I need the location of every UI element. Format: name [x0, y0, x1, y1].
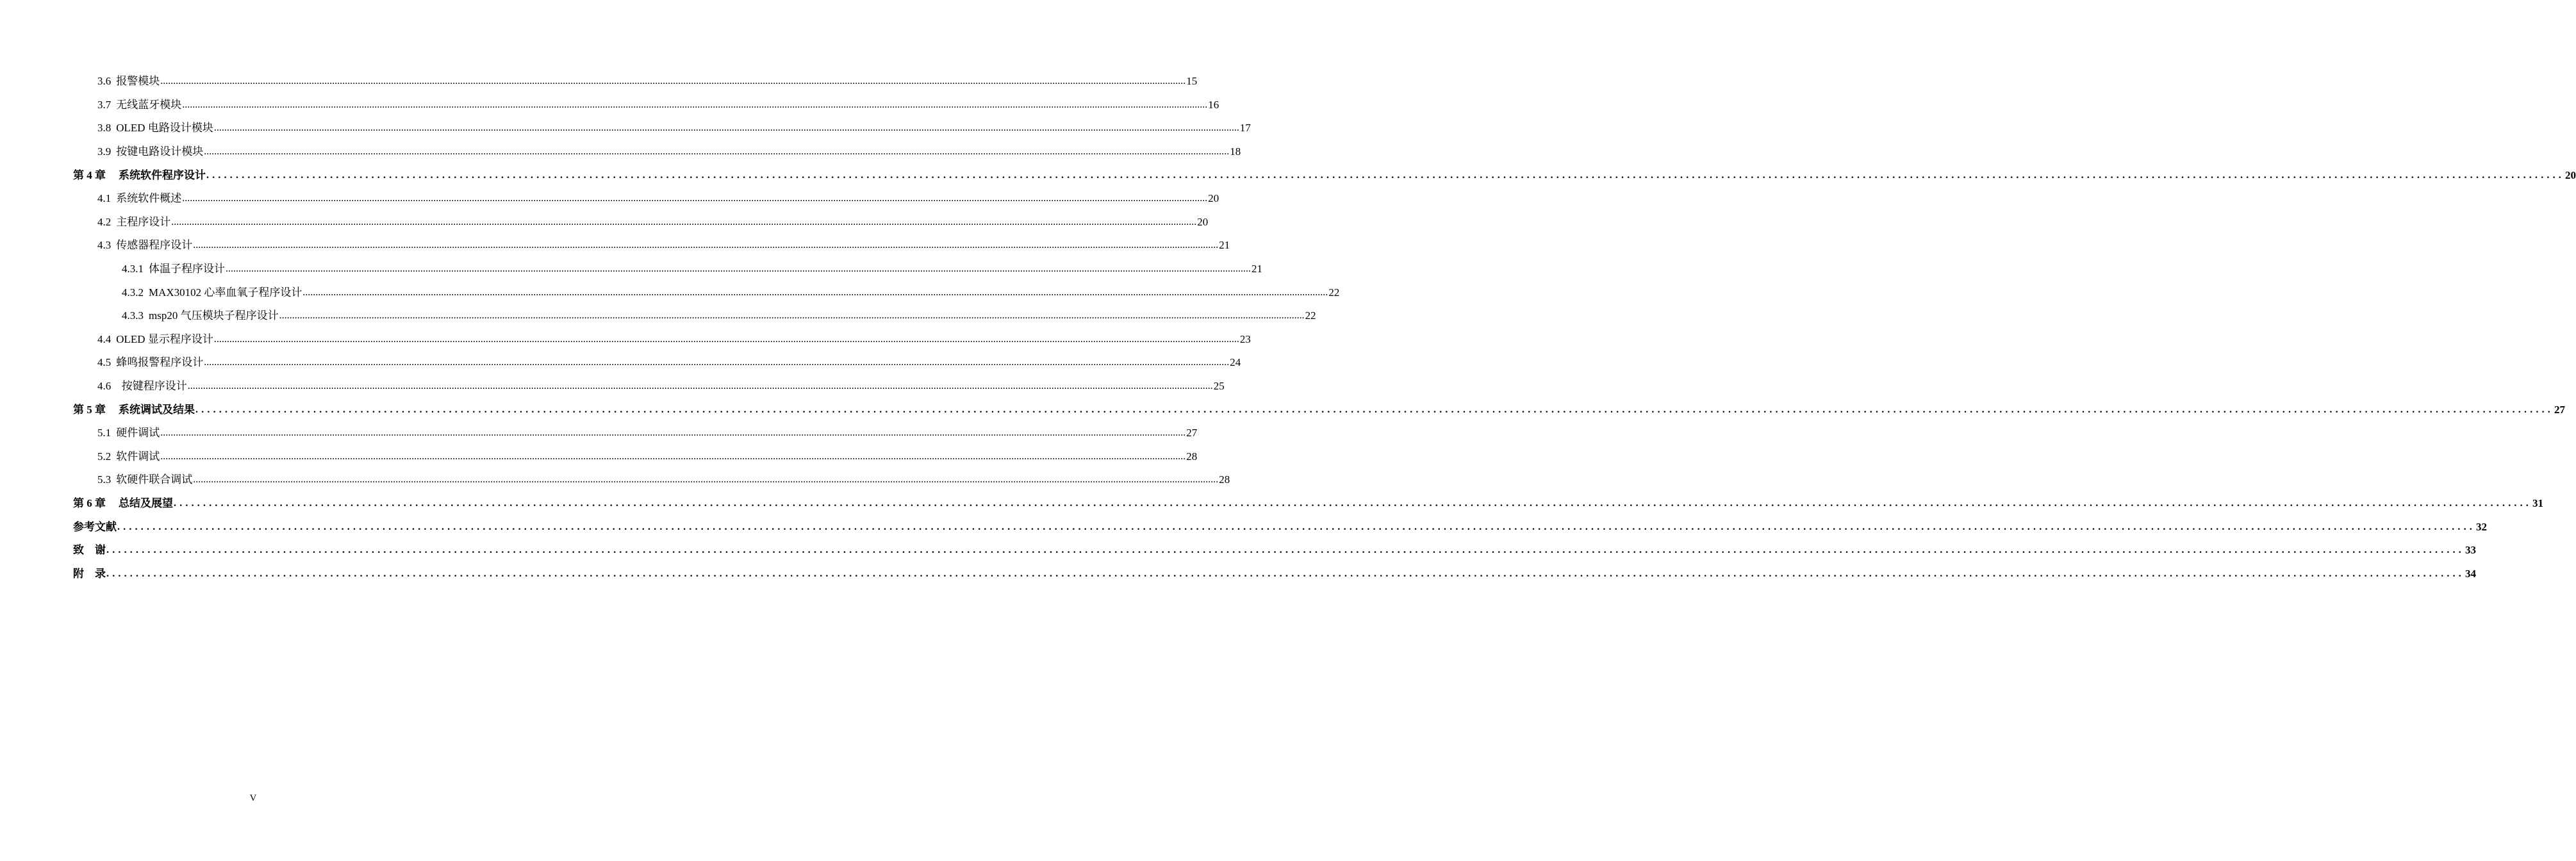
toc-entry[interactable]: [0, 351, 1241, 375]
toc-entry[interactable]: [0, 422, 1198, 445]
toc-entry-page: 27: [2554, 403, 2565, 416]
toc-entry-title: 按键电路设计模块: [116, 145, 204, 158]
toc-entry-number: 第 5 章: [73, 403, 106, 416]
toc-entry[interactable]: [0, 70, 1198, 94]
toc-entry-title: 系统软件概述: [116, 192, 182, 205]
dot-leader: ................................................................................................................................................................................................................................................................................................................................................................................................................: [187, 381, 1213, 392]
dot-leader: ................................................................................................................................................................................................................................................................................................................................................................................................................: [213, 333, 1239, 345]
toc-entry[interactable]: [0, 539, 2476, 562]
toc-entry-page: 33: [2465, 544, 2476, 557]
toc-entry-number: 3.9: [97, 145, 111, 158]
dot-leader: ................................................................................................................................................................................................................................................................................................................................................................................................................: [117, 521, 2475, 532]
toc-entry-number: 3.7: [97, 98, 111, 111]
toc-entry-number: 4.3.2: [122, 286, 144, 299]
toc-entry[interactable]: [0, 211, 1209, 234]
toc-entry-title: msp20 气压模块子程序设计: [149, 309, 279, 322]
toc-entry[interactable]: [0, 398, 2565, 422]
toc-entry-number: 5.2: [97, 450, 111, 463]
toc-entry[interactable]: [0, 328, 1251, 352]
dot-leader: ................................................................................................................................................................................................................................................................................................................................................................................................................: [226, 263, 1251, 275]
dot-leader: ................................................................................................................................................................................................................................................................................................................................................................................................................: [279, 310, 1305, 322]
toc-entry-number: 4.3.3: [122, 309, 144, 322]
dot-leader: ................................................................................................................................................................................................................................................................................................................................................................................................................: [193, 240, 1219, 251]
toc-entry-title: 体温子程序设计: [149, 263, 225, 275]
dot-leader: ................................................................................................................................................................................................................................................................................................................................................................................................................: [204, 357, 1230, 368]
toc-entry-number: 4.3.1: [122, 263, 144, 275]
toc-entry-page: 18: [1230, 145, 1241, 158]
toc-entry-number: 4.5: [97, 356, 111, 369]
toc-entry-page: 34: [2465, 567, 2476, 580]
toc-entry-page: 25: [1213, 380, 1225, 393]
toc-entry-title: 报警模块: [116, 75, 160, 88]
toc-entry-title: 附 录: [73, 567, 106, 580]
toc-entry-page: 22: [1305, 309, 1316, 322]
toc-entry-title: 系统软件程序设计: [119, 168, 206, 181]
toc-entry-page: 16: [1208, 98, 1219, 111]
toc-entry-page: 20: [1208, 192, 1219, 205]
dot-leader: ................................................................................................................................................................................................................................................................................................................................................................................................................: [302, 286, 1328, 298]
dot-leader: ................................................................................................................................................................................................................................................................................................................................................................................................................: [106, 568, 2465, 579]
toc-entry-page: 23: [1239, 332, 1251, 345]
toc-entry-title: MAX30102 心率血氧子程序设计: [149, 286, 302, 299]
toc-entry[interactable]: [0, 234, 1230, 258]
toc-entry[interactable]: [0, 304, 1316, 328]
toc-entry[interactable]: [0, 258, 1262, 281]
toc-entry-number: 4.3: [97, 239, 111, 252]
toc-entry-page: 20: [2565, 168, 2576, 181]
toc-entry-title: 总结及展望: [119, 496, 173, 509]
toc-entry-page: 22: [1328, 286, 1340, 299]
dot-leader: ................................................................................................................................................................................................................................................................................................................................................................................................................: [195, 404, 2554, 415]
toc-entry[interactable]: [0, 187, 1219, 211]
toc-entry-title: 硬件调试: [116, 427, 160, 439]
toc-entry[interactable]: [0, 492, 2543, 516]
toc-entry-title: 无线蓝牙模块: [116, 98, 182, 111]
toc-entry-number: 3.6: [97, 75, 111, 88]
toc-entry-title: 软件调试: [116, 450, 160, 463]
toc-entry[interactable]: [0, 163, 2576, 187]
toc-entry[interactable]: [0, 117, 1251, 140]
toc-entry-page: 27: [1186, 427, 1198, 439]
toc-entry[interactable]: [0, 281, 1340, 304]
toc-entry-number: 4.1: [97, 192, 111, 205]
toc-entry-number: 4.6: [97, 380, 111, 393]
toc-entry-number: 3.8: [97, 122, 111, 135]
dot-leader: ................................................................................................................................................................................................................................................................................................................................................................................................................: [160, 450, 1186, 462]
toc-entry-page: 21: [1251, 263, 1262, 275]
dot-leader: ................................................................................................................................................................................................................................................................................................................................................................................................................: [160, 427, 1186, 439]
toc-entry[interactable]: [0, 515, 2487, 539]
table-of-contents: [0, 70, 2576, 586]
toc-entry-page: 31: [2532, 496, 2543, 509]
toc-entry[interactable]: [0, 562, 2476, 586]
dot-leader: ................................................................................................................................................................................................................................................................................................................................................................................................................: [182, 99, 1208, 110]
toc-entry-number: 4.4: [97, 332, 111, 345]
dot-leader: ................................................................................................................................................................................................................................................................................................................................................................................................................: [106, 545, 2465, 556]
dot-leader: ................................................................................................................................................................................................................................................................................................................................................................................................................: [174, 497, 2532, 509]
dot-leader: ................................................................................................................................................................................................................................................................................................................................................................................................................: [204, 146, 1230, 158]
toc-entry-page: 17: [1239, 122, 1251, 135]
toc-entry[interactable]: [0, 140, 1241, 164]
toc-entry-number: 5.3: [97, 473, 111, 486]
toc-entry-title: OLED 显示程序设计: [116, 332, 213, 345]
toc-entry-title: 参考文献: [73, 520, 117, 533]
toc-entry-number: 5.1: [97, 427, 111, 439]
toc-entry-title: 主程序设计: [116, 215, 171, 228]
toc-entry-page: 15: [1186, 75, 1198, 88]
dot-leader: ................................................................................................................................................................................................................................................................................................................................................................................................................: [206, 169, 2564, 181]
toc-entry-title: 蜂鸣报警程序设计: [116, 356, 204, 369]
dot-leader: ................................................................................................................................................................................................................................................................................................................................................................................................................: [182, 193, 1208, 204]
toc-entry-title: OLED 电路设计模块: [116, 122, 213, 135]
toc-entry-title: 系统调试及结果: [119, 403, 195, 416]
toc-entry-page: 20: [1197, 215, 1209, 228]
toc-entry-number: 4.2: [97, 215, 111, 228]
dot-leader: ................................................................................................................................................................................................................................................................................................................................................................................................................: [160, 76, 1186, 87]
toc-entry-title: 传感器程序设计: [116, 239, 193, 252]
toc-entry-number: 第 4 章: [73, 168, 106, 181]
toc-entry[interactable]: [0, 94, 1219, 117]
toc-entry[interactable]: [0, 468, 1230, 492]
toc-entry-page: 28: [1186, 450, 1198, 463]
toc-entry-page: 32: [2476, 520, 2487, 533]
dot-leader: ................................................................................................................................................................................................................................................................................................................................................................................................................: [171, 216, 1197, 227]
toc-entry-title: 按键程序设计: [116, 380, 187, 393]
dot-leader: ................................................................................................................................................................................................................................................................................................................................................................................................................: [213, 122, 1239, 134]
toc-entry[interactable]: [0, 445, 1198, 469]
toc-entry-title: 软硬件联合调试: [116, 473, 193, 486]
toc-entry-page: 24: [1230, 356, 1241, 369]
toc-entry-number: 第 6 章: [73, 496, 106, 509]
dot-leader: ................................................................................................................................................................................................................................................................................................................................................................................................................: [193, 474, 1219, 486]
toc-entry-page: 28: [1219, 473, 1230, 486]
page-number-footer: V: [249, 793, 257, 803]
toc-entry[interactable]: [0, 375, 1225, 398]
toc-entry-page: 21: [1219, 239, 1230, 252]
toc-entry-title: 致 谢: [73, 544, 106, 557]
